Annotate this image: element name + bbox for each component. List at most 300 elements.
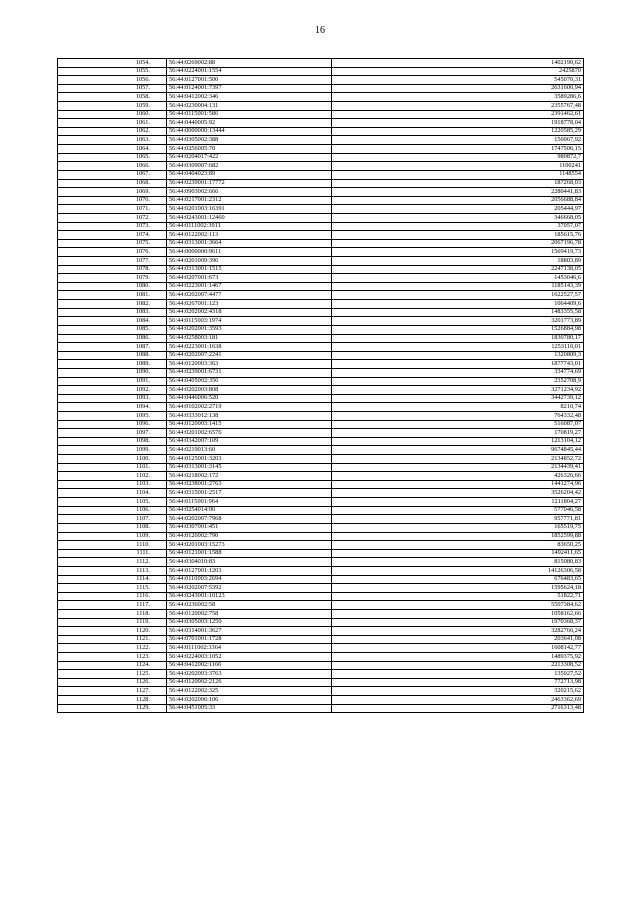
- row-number-cell: 1080.: [58, 282, 167, 291]
- row-number-cell: 1076.: [58, 248, 167, 257]
- cadastral-number-cell: 56:44:0202001:3593: [167, 325, 332, 334]
- row-number-cell: 1128.: [58, 696, 167, 705]
- row-number-cell: 1111.: [58, 549, 167, 558]
- cadastral-number-cell: 56:44:0110003:2694: [167, 575, 332, 584]
- row-number-cell: 1063.: [58, 136, 167, 145]
- cadastral-number-cell: 56:44:0236002:58: [167, 601, 332, 610]
- value-cell: 8210,74: [332, 403, 584, 412]
- value-cell: 1211804,27: [332, 498, 584, 507]
- row-number-cell: 1066.: [58, 162, 167, 171]
- table-row: [58, 205, 584, 214]
- cadastral-number-cell: 56:44:0342007:109: [167, 437, 332, 446]
- table-row: [58, 541, 584, 550]
- value-cell: 1453046,6: [332, 274, 584, 283]
- row-number-cell: 1120.: [58, 627, 167, 636]
- row-number-cell: 1105.: [58, 498, 167, 507]
- table-row: [58, 67, 584, 76]
- cadastral-number-cell: 56:44:0224003:1052: [167, 653, 332, 662]
- cadastral-number-cell: 56:44:0115001:586: [167, 110, 332, 119]
- cadastral-number-cell: 56:44:0202007:4477: [167, 291, 332, 300]
- cadastral-number-cell: 56:44:0111002:3364: [167, 644, 332, 653]
- table-row: [58, 670, 584, 679]
- cadastral-number-cell: 56:44:0120002:758: [167, 610, 332, 619]
- cadastral-number-cell: 56:44:0218002:172: [167, 472, 332, 481]
- table-row: [58, 480, 584, 489]
- cadastral-number-cell: 56:44:0201003:15273: [167, 541, 332, 550]
- value-cell: 1970368,37: [332, 618, 584, 627]
- cadastral-number-cell: 56:44:0451005:33: [167, 704, 332, 713]
- value-cell: 1100241: [332, 162, 584, 171]
- table-row: [58, 644, 584, 653]
- value-cell: 772713,98: [332, 678, 584, 687]
- row-number-cell: 1095.: [58, 411, 167, 420]
- row-number-cell: 1067.: [58, 170, 167, 179]
- table-row: [58, 84, 584, 93]
- table-body: [58, 59, 584, 713]
- row-number-cell: 1090.: [58, 368, 167, 377]
- cadastral-number-cell: 56:44:0313001:1515: [167, 265, 332, 274]
- cadastral-number-cell: 56:44:0243001:10123: [167, 592, 332, 601]
- cadastral-number-cell: 56:44:0202006:106: [167, 696, 332, 705]
- row-number-cell: 1098.: [58, 437, 167, 446]
- value-cell: 2247138,05: [332, 265, 584, 274]
- row-number-cell: 1121.: [58, 635, 167, 644]
- table-row: [58, 119, 584, 128]
- row-number-cell: 1065.: [58, 153, 167, 162]
- value-cell: 51822,71: [332, 592, 584, 601]
- cadastral-number-cell: 56:44:0307001:451: [167, 523, 332, 532]
- cadastral-number-cell: 56:44:0120003:363: [167, 360, 332, 369]
- value-cell: 2134439,41: [332, 463, 584, 472]
- row-number-cell: 1084.: [58, 317, 167, 326]
- cadastral-number-cell: 56:44:0202007:5392: [167, 584, 332, 593]
- cadastral-number-cell: 56:44:0309007:682: [167, 162, 332, 171]
- value-cell: 1489375,92: [332, 653, 584, 662]
- table-row: [58, 265, 584, 274]
- value-cell: 9674845,44: [332, 446, 584, 455]
- row-number-cell: 1058.: [58, 93, 167, 102]
- cadastral-number-cell: 56:44:0204017:422: [167, 153, 332, 162]
- value-cell: 37057,07: [332, 222, 584, 231]
- value-cell: 1622527,57: [332, 291, 584, 300]
- table-row: [58, 179, 584, 188]
- value-cell: 334774,69: [332, 368, 584, 377]
- table-row: [58, 231, 584, 240]
- value-cell: 3271234,92: [332, 386, 584, 395]
- cadastral-number-cell: 56:44:0701001:1728: [167, 635, 332, 644]
- row-number-cell: 1070.: [58, 196, 167, 205]
- table-row: [58, 523, 584, 532]
- table-row: [58, 351, 584, 360]
- cadastral-number-cell: 56:44:0305003:1250: [167, 618, 332, 627]
- cadastral-number-cell: 56:44:0412002:346: [167, 93, 332, 102]
- value-cell: 1569419,73: [332, 248, 584, 257]
- value-cell: 1441274,96: [332, 480, 584, 489]
- cadastral-number-cell: 56:44:0124001:7397: [167, 84, 332, 93]
- table-row: [58, 136, 584, 145]
- cadastral-number-cell: 56:44:0000000:13444: [167, 127, 332, 136]
- row-number-cell: 1062.: [58, 127, 167, 136]
- cadastral-number-cell: 56:44:0313001:3145: [167, 463, 332, 472]
- value-cell: 577046,58: [332, 506, 584, 515]
- cadastral-number-cell: 56:44:0258003:181: [167, 334, 332, 343]
- table-row: [58, 102, 584, 111]
- table-row: [58, 429, 584, 438]
- row-number-cell: 1086.: [58, 334, 167, 343]
- table-row: [58, 291, 584, 300]
- row-number-cell: 1082.: [58, 300, 167, 309]
- row-number-cell: 1097.: [58, 429, 167, 438]
- cadastral-number-cell: 56:44:0201003:16391: [167, 205, 332, 214]
- value-cell: 1877743,01: [332, 360, 584, 369]
- value-cell: 5507384,62: [332, 601, 584, 610]
- row-number-cell: 1073.: [58, 222, 167, 231]
- value-cell: 346668,05: [332, 213, 584, 222]
- cadastral-number-cell: 56:44:0903002:666: [167, 188, 332, 197]
- cadastral-number-cell: 56:44:0412002:1166: [167, 661, 332, 670]
- row-number-cell: 1091.: [58, 377, 167, 386]
- value-cell: 2716313,48: [332, 704, 584, 713]
- table-row: [58, 403, 584, 412]
- row-number-cell: 1124.: [58, 661, 167, 670]
- table-row: [58, 127, 584, 136]
- value-cell: 83650,25: [332, 541, 584, 550]
- table-row: [58, 153, 584, 162]
- cadastral-number-cell: 56:44:0224001:1554: [167, 67, 332, 76]
- value-cell: 2280441,83: [332, 188, 584, 197]
- value-cell: 135927,52: [332, 670, 584, 679]
- cadastral-number-cell: 56:44:0202002:4318: [167, 308, 332, 317]
- value-cell: 14126306,58: [332, 566, 584, 575]
- table-row: [58, 446, 584, 455]
- row-number-cell: 1088.: [58, 351, 167, 360]
- row-number-cell: 1108.: [58, 523, 167, 532]
- value-cell: 185615,76: [332, 231, 584, 240]
- value-cell: 203641,08: [332, 635, 584, 644]
- value-cell: 957771,81: [332, 515, 584, 524]
- row-number-cell: 1074.: [58, 231, 167, 240]
- table-row: [58, 506, 584, 515]
- row-number-cell: 1056.: [58, 76, 167, 85]
- row-number-cell: 1055.: [58, 67, 167, 76]
- value-cell: 1747506,15: [332, 145, 584, 154]
- cadastral-number-cell: 56:44:0122002:113: [167, 231, 332, 240]
- cadastral-number-cell: 56:44:0115003:1974: [167, 317, 332, 326]
- value-cell: 1058162,66: [332, 610, 584, 619]
- row-number-cell: 1083.: [58, 308, 167, 317]
- table-row: [58, 257, 584, 266]
- value-cell: 3282766,24: [332, 627, 584, 636]
- table-row: [58, 532, 584, 541]
- cadastral-number-cell: 56:44:0127001:500: [167, 76, 332, 85]
- value-cell: 2213308,52: [332, 661, 584, 670]
- table-row: [58, 196, 584, 205]
- cadastral-number-cell: 56:44:0239001:6731: [167, 368, 332, 377]
- value-cell: 2056688,84: [332, 196, 584, 205]
- cadastral-number-cell: 56:44:0315001:2517: [167, 489, 332, 498]
- table-row: [58, 59, 584, 68]
- table-row: [58, 188, 584, 197]
- table-row: [58, 325, 584, 334]
- cadastral-number-cell: 56:44:0305002:388: [167, 136, 332, 145]
- row-number-cell: 1081.: [58, 291, 167, 300]
- table-row: [58, 687, 584, 696]
- cadastral-number-cell: 56:44:0202003:808: [167, 386, 332, 395]
- row-number-cell: 1112.: [58, 558, 167, 567]
- row-number-cell: 1077.: [58, 257, 167, 266]
- table-row: [58, 661, 584, 670]
- value-cell: 3442739,12: [332, 394, 584, 403]
- cadastral-number-cell: 56:44:0115001:964: [167, 498, 332, 507]
- value-cell: 1213104,12: [332, 437, 584, 446]
- row-number-cell: 1093.: [58, 394, 167, 403]
- cadastral-number-cell: 56:44:0201009:396: [167, 257, 332, 266]
- row-number-cell: 1060.: [58, 110, 167, 119]
- table-row: [58, 368, 584, 377]
- row-number-cell: 1116.: [58, 592, 167, 601]
- row-number-cell: 1102.: [58, 472, 167, 481]
- row-number-cell: 1068.: [58, 179, 167, 188]
- cadastral-number-cell: 56:44:0223001:1638: [167, 343, 332, 352]
- table-row: [58, 411, 584, 420]
- row-number-cell: 1107.: [58, 515, 167, 524]
- row-number-cell: 1096.: [58, 420, 167, 429]
- cadastral-number-cell: 56:44:0446006:520: [167, 394, 332, 403]
- cadastral-number-cell: 56:44:0120003:1415: [167, 420, 332, 429]
- table-row: [58, 308, 584, 317]
- value-cell: 165519,75: [332, 523, 584, 532]
- value-cell: 1253110,01: [332, 343, 584, 352]
- table-row: [58, 696, 584, 705]
- cadastral-number-cell: 56:44:0404023:89: [167, 170, 332, 179]
- cadastral-number-cell: 56:44:0223001:1467: [167, 282, 332, 291]
- table-row: [58, 213, 584, 222]
- row-number-cell: 1057.: [58, 84, 167, 93]
- value-cell: 980872,7: [332, 153, 584, 162]
- cadastral-number-cell: 56:44:0125001:3203: [167, 455, 332, 464]
- table-row: [58, 222, 584, 231]
- table-row: [58, 558, 584, 567]
- table-row: [58, 653, 584, 662]
- table-row: [58, 93, 584, 102]
- value-cell: 1320809,3: [332, 351, 584, 360]
- table-row: [58, 592, 584, 601]
- table-row: [58, 584, 584, 593]
- table-row: [58, 610, 584, 619]
- row-number-cell: 1085.: [58, 325, 167, 334]
- value-cell: 2134852,72: [332, 455, 584, 464]
- value-cell: 764332,48: [332, 411, 584, 420]
- cadastral-number-cell: 56:44:0217001:2312: [167, 196, 332, 205]
- value-cell: 2352708,9: [332, 377, 584, 386]
- cadastral-number-cell: 56:44:0202007:7968: [167, 515, 332, 524]
- table-row: [58, 394, 584, 403]
- cadastral-number-cell: 56:44:0120002:2126: [167, 678, 332, 687]
- row-number-cell: 1071.: [58, 205, 167, 214]
- row-number-cell: 1122.: [58, 644, 167, 653]
- table-row: [58, 360, 584, 369]
- cadastral-number-cell: 56:44:0304010:83: [167, 558, 332, 567]
- row-number-cell: 1064.: [58, 145, 167, 154]
- row-number-cell: 1127.: [58, 687, 167, 696]
- row-number-cell: 1078.: [58, 265, 167, 274]
- value-cell: 2391462,61: [332, 110, 584, 119]
- value-cell: 170819,27: [332, 429, 584, 438]
- table-row: [58, 437, 584, 446]
- cadastral-number-cell: 56:44:0202007:2241: [167, 351, 332, 360]
- cadastral-number-cell: 56:44:0313001:3664: [167, 239, 332, 248]
- row-number-cell: 1089.: [58, 360, 167, 369]
- table-row: [58, 618, 584, 627]
- value-cell: 1918778,04: [332, 119, 584, 128]
- row-number-cell: 1125.: [58, 670, 167, 679]
- cadastral-number-cell: 56:44:0269002:88: [167, 59, 332, 68]
- cadastral-number-cell: 56:44:0122002:325: [167, 687, 332, 696]
- table-row: [58, 420, 584, 429]
- value-cell: 3589286,6: [332, 93, 584, 102]
- row-number-cell: 1103.: [58, 480, 167, 489]
- cadastral-number-cell: 56:44:0314001:3627: [167, 627, 332, 636]
- table-row: [58, 317, 584, 326]
- table-row: [58, 239, 584, 248]
- row-number-cell: 1100.: [58, 455, 167, 464]
- value-cell: 3526204,42: [332, 489, 584, 498]
- value-cell: 3201773,89: [332, 317, 584, 326]
- table-row: [58, 377, 584, 386]
- cadastral-number-cell: 56:44:0126002:790: [167, 532, 332, 541]
- row-number-cell: 1061.: [58, 119, 167, 128]
- value-cell: 1526884,98: [332, 325, 584, 334]
- table-row: [58, 627, 584, 636]
- row-number-cell: 1069.: [58, 188, 167, 197]
- cadastral-number-cell: 56:44:0201002:6576: [167, 429, 332, 438]
- cadastral-number-cell: 56:44:0405002:356: [167, 377, 332, 386]
- cadastral-number-cell: 56:44:0219013:60: [167, 446, 332, 455]
- table-row: [58, 498, 584, 507]
- value-cell: 2067196,78: [332, 239, 584, 248]
- page-number: 16: [315, 25, 325, 36]
- table-row: [58, 704, 584, 713]
- table-row: [58, 282, 584, 291]
- row-number-cell: 1119.: [58, 618, 167, 627]
- value-cell: 320215,62: [332, 687, 584, 696]
- table-row: [58, 386, 584, 395]
- value-cell: 1852599,88: [332, 532, 584, 541]
- value-cell: 187268,03: [332, 179, 584, 188]
- row-number-cell: 1079.: [58, 274, 167, 283]
- value-cell: 1148554: [332, 170, 584, 179]
- value-cell: 1064409,6: [332, 300, 584, 309]
- value-cell: 18803,89: [332, 257, 584, 266]
- cadastral-number-cell: 56:44:0440005:92: [167, 119, 332, 128]
- row-number-cell: 1075.: [58, 239, 167, 248]
- row-number-cell: 1059.: [58, 102, 167, 111]
- row-number-cell: 1129.: [58, 704, 167, 713]
- table-row: [58, 274, 584, 283]
- cadastral-number-cell: 56:44:0230004:131: [167, 102, 332, 111]
- row-number-cell: 1113.: [58, 566, 167, 575]
- value-cell: 1595624,18: [332, 584, 584, 593]
- table-row: [58, 566, 584, 575]
- cadastral-number-cell: 56:44:0267001:123: [167, 300, 332, 309]
- row-number-cell: 1092.: [58, 386, 167, 395]
- row-number-cell: 1118.: [58, 610, 167, 619]
- row-number-cell: 1117.: [58, 601, 167, 610]
- value-cell: 1402190,62: [332, 59, 584, 68]
- cadastral-number-cell: 56:44:0333012:138: [167, 411, 332, 420]
- cadastral-number-cell: 56:44:0121001:1588: [167, 549, 332, 558]
- value-cell: 2425870: [332, 67, 584, 76]
- table-row: [58, 678, 584, 687]
- row-number-cell: 1106.: [58, 506, 167, 515]
- table-row: [58, 601, 584, 610]
- row-number-cell: 1099.: [58, 446, 167, 455]
- cadastral-number-cell: 56:44:0243001:12460: [167, 213, 332, 222]
- value-cell: 2355767,48: [332, 102, 584, 111]
- value-cell: 205444,97: [332, 205, 584, 214]
- row-number-cell: 1087.: [58, 343, 167, 352]
- value-cell: 150067,92: [332, 136, 584, 145]
- table-row: [58, 162, 584, 171]
- table-row: [58, 334, 584, 343]
- cadastral-number-cell: 56:44:0127001:1203: [167, 566, 332, 575]
- table-row: [58, 110, 584, 119]
- value-cell: 815080,83: [332, 558, 584, 567]
- table-row: [58, 635, 584, 644]
- row-number-cell: 1109.: [58, 532, 167, 541]
- table-row: [58, 76, 584, 85]
- value-cell: 2463362,69: [332, 696, 584, 705]
- row-number-cell: 1110.: [58, 541, 167, 550]
- row-number-cell: 1114.: [58, 575, 167, 584]
- value-cell: 516087,07: [332, 420, 584, 429]
- cadastral-number-cell: 56:44:0102002:2719: [167, 403, 332, 412]
- value-cell: 545070,31: [332, 76, 584, 85]
- table-row: [58, 515, 584, 524]
- value-cell: 2631600,94: [332, 84, 584, 93]
- cadastral-number-cell: 56:44:0000000:9611: [167, 248, 332, 257]
- cadastral-number-cell: 56:44:0239001:17772: [167, 179, 332, 188]
- table-row: [58, 549, 584, 558]
- cadastral-number-cell: 56:44:0207001:673: [167, 274, 332, 283]
- row-number-cell: 1126.: [58, 678, 167, 687]
- table-row: [58, 343, 584, 352]
- table-row: [58, 248, 584, 257]
- row-number-cell: 1123.: [58, 653, 167, 662]
- row-number-cell: 1072.: [58, 213, 167, 222]
- row-number-cell: 1115.: [58, 584, 167, 593]
- registry-table: [57, 58, 584, 713]
- table-row: [58, 472, 584, 481]
- value-cell: 426326,66: [332, 472, 584, 481]
- table-row: [58, 489, 584, 498]
- value-cell: 1185143,39: [332, 282, 584, 291]
- value-cell: 676483,65: [332, 575, 584, 584]
- cadastral-number-cell: 56:44:0254014:90: [167, 506, 332, 515]
- row-number-cell: 1104.: [58, 489, 167, 498]
- table-row: [58, 575, 584, 584]
- row-number-cell: 1101.: [58, 463, 167, 472]
- cadastral-number-cell: 56:44:0111002:3911: [167, 222, 332, 231]
- table-row: [58, 145, 584, 154]
- table-row: [58, 170, 584, 179]
- row-number-cell: 1094.: [58, 403, 167, 412]
- value-cell: 1830780,17: [332, 334, 584, 343]
- value-cell: 1483355,58: [332, 308, 584, 317]
- table-row: [58, 463, 584, 472]
- value-cell: 1492411,65: [332, 549, 584, 558]
- value-cell: 1608142,77: [332, 644, 584, 653]
